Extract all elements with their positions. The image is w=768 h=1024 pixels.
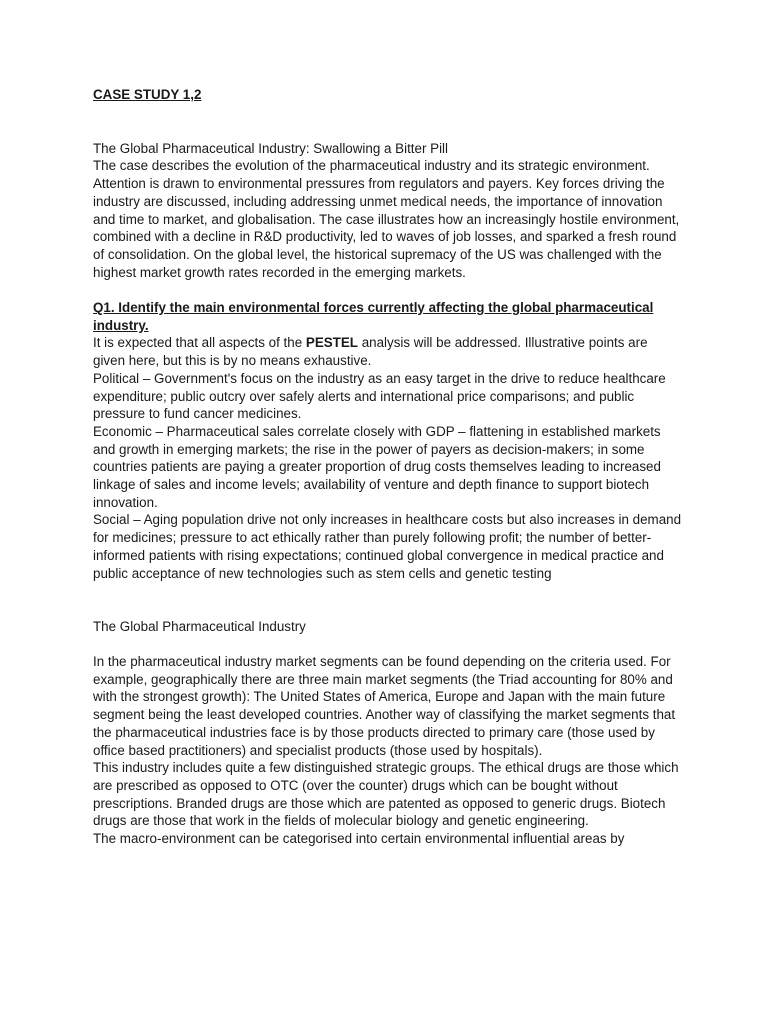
document-title: CASE STUDY 1,2 — [93, 87, 202, 102]
political-paragraph: Political – Government's focus on the industry as an easy target in the drive to reduce healthcare expenditure; public outcry over safely alerts and international price comparisons; and public pressure to fund cancer medicines. — [93, 370, 666, 422]
case-description: The case describes the evolution of the pharmaceutical industry and its strategic environment. Attention is drawn to environmental pressures from regulators and payers. Key forces driving the industry are discussed, including addressing unmet medical needs, the importance of innovation and time to market, and globalisation. The case illustrates how an increasingly hostile environment, combined with a decline in R&D productivity, led to waves of job losses, and sparked a fresh round of consolidation. On the global level, the historical supremacy of the US was challenged with the highest market growth rates recorded in the emerging markets. — [93, 158, 680, 280]
case-title: The Global Pharmaceutical Industry: Swallowing a Bitter Pill — [93, 140, 449, 156]
pestel-keyword: PESTEL — [305, 335, 358, 351]
strategic-groups-paragraph: This industry includes quite a few distinguished strategic groups. The ethical drugs are those which are prescribed as opposed to OTC (over the counter) drugs which can be bought without prescriptions. Branded drugs are those which are patented as opposed to generic drugs. Biotech drugs are those that work in the fields of molecular biology and genetic engineering. — [93, 760, 679, 829]
pestel-intro-before: It is expected that all aspects of the — [93, 335, 306, 351]
question-1: Q1. Identify the main environmental forces currently affecting the global pharmaceutical industry. — [93, 300, 654, 333]
spacer — [93, 281, 683, 299]
macro-environment-paragraph: The macro-environment can be categorised into certain environmental influential areas by — [93, 831, 625, 847]
social-paragraph: Social – Aging population drive not only increases in healthcare costs but also increases in demand for medicines; pressure to act ethically rather than purely following profit; the number of better-informed patients with rising expectations; continued global convergence in medical practice and public acceptance of new technologies such as stem cells and genetic testing — [93, 512, 682, 581]
document-page — [93, 86, 683, 848]
spacer — [93, 635, 683, 653]
market-segments-paragraph: In the pharmaceutical industry market segments can be found depending on the criteria used. For example, geographically there are three main market segments (the Triad accounting for 80% and with the strongest growth): The United States of America, Europe and Japan with the main future segment being the least developed countries. Another way of classifying the market segments that the pharmaceutical industries face is by those products directed to primary care (those used by office based practitioners) and specialist products (those used by hospitals). — [93, 654, 676, 758]
section-heading: The Global Pharmaceutical Industry — [93, 618, 306, 634]
pestel-intro-after: analysis will be addressed. Illustrative points are given here, but this is by no means exhaustive. — [93, 335, 648, 369]
pestel-intro — [93, 334, 683, 369]
spacer — [93, 104, 683, 140]
spacer — [93, 582, 683, 617]
economic-paragraph: Economic – Pharmaceutical sales correlate closely with GDP – flattening in established markets and growth in emerging markets; the rise in the power of payers as decision-makers; in some countries patients are paying a greater proportion of drug costs themselves leading to increased linkage of sales and income levels; availability of venture and depth finance to support biotech innovation. — [93, 423, 661, 510]
